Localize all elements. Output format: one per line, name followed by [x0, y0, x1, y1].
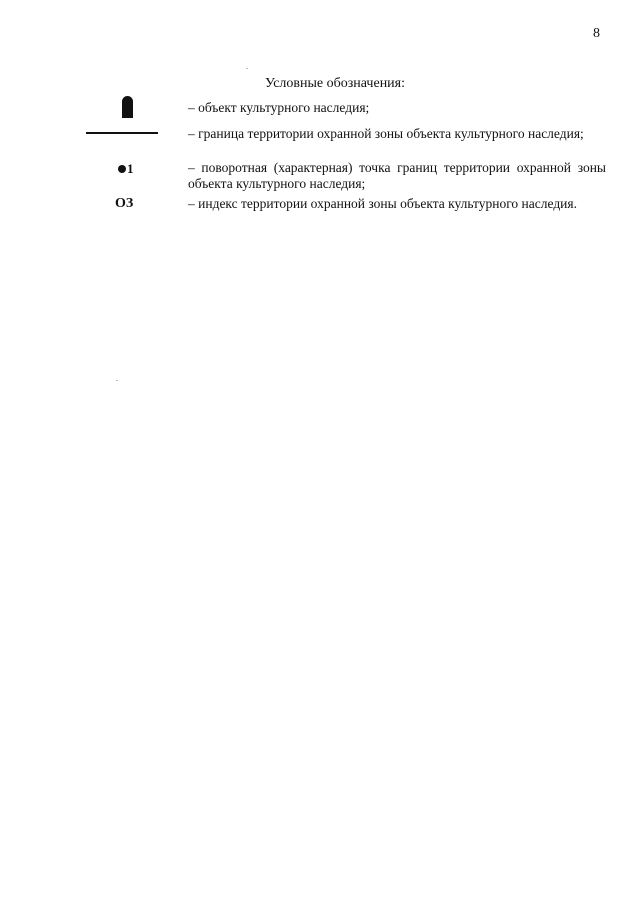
scan-speck [246, 68, 248, 69]
page-number: 8 [593, 26, 600, 41]
turning-point-icon [118, 161, 134, 177]
legend-description: – граница территории охранной зоны объекта культурного наследия; [188, 126, 584, 141]
point-dot-icon [118, 165, 126, 173]
boundary-line-icon [86, 132, 158, 134]
legend-symbol-cell [86, 126, 188, 146]
legend-description: – индекс территории охранной зоны объекта культурного наследия. [188, 196, 577, 211]
legend-symbol-cell [86, 160, 188, 180]
zone-index-label: ОЗ [115, 196, 134, 211]
scan-speck [116, 380, 118, 381]
legend-row-zone-index [86, 196, 606, 216]
legend-row-turning-point [86, 160, 606, 192]
legend-row-boundary [86, 126, 606, 146]
legend-description: – объект культурного наследия; [188, 100, 370, 115]
zone-index-icon [115, 196, 133, 212]
legend-title: Условные обозначения: [264, 76, 406, 91]
legend-description: – поворотная (характерная) точка границ территории охранной зоны объекта культурного наследия; [188, 160, 606, 191]
legend-symbol-cell [86, 196, 188, 216]
legend-symbol-cell [86, 100, 188, 120]
turning-point-label: 1 [127, 161, 134, 176]
cultural-object-icon [122, 96, 133, 118]
legend-row-cultural-object [86, 100, 606, 120]
